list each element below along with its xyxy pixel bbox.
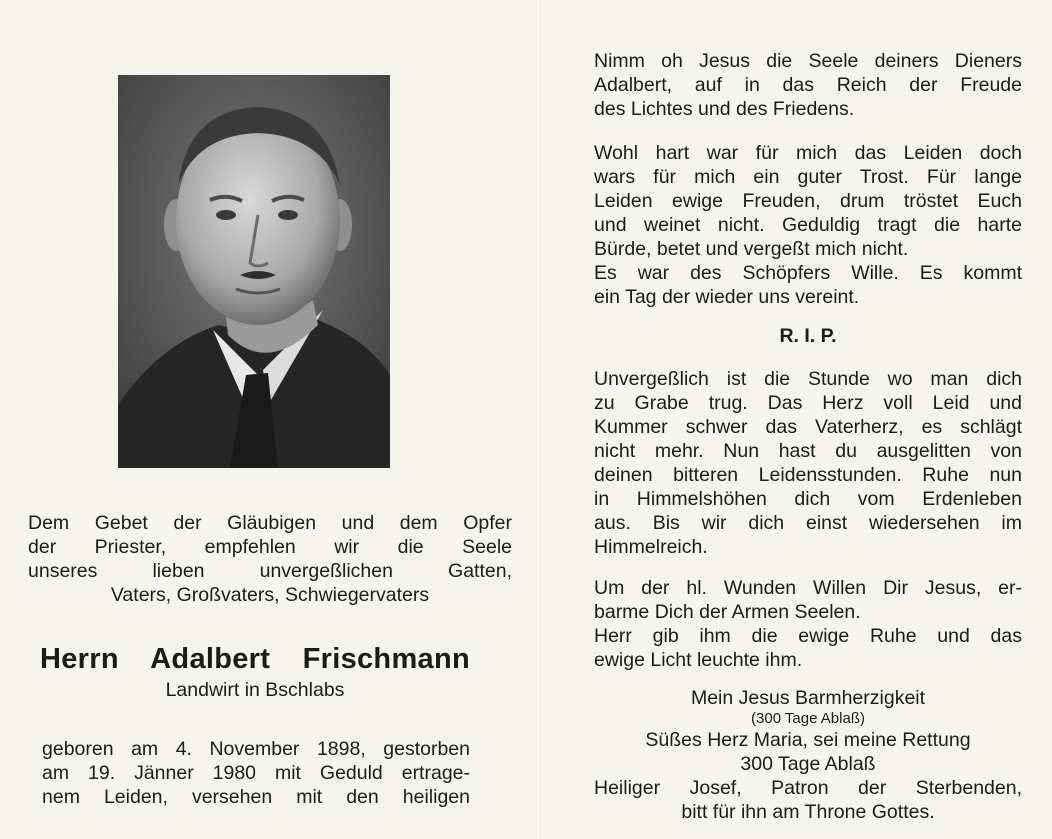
prayer-line: bitt für ihn am Throne Gottes. xyxy=(681,801,935,823)
text-line: Unvergeßlich ist die Stunde wo man dich xyxy=(594,368,1022,390)
text-line: Bürde, betet und vergeßt mich nicht. xyxy=(594,238,909,260)
text-line: wars für mich ein guter Trost. Für lange xyxy=(594,166,1022,188)
text-line: barme Dich der Armen Seelen. xyxy=(594,601,861,623)
prayer-paragraph-3 xyxy=(594,367,1022,559)
text-line: nicht mehr. Nun hast du ausgelitten von xyxy=(594,440,1022,462)
text-line: Kummer schwer das Vaterherz, es schlägt xyxy=(594,416,1022,438)
indulgence-note: 300 Tage Ablaß xyxy=(740,753,876,775)
text-line: Nimm oh Jesus die Seele deiners Dieners xyxy=(594,50,1022,72)
text-line: Wohl hart war für mich das Leiden doch xyxy=(594,142,1022,164)
text-line: Leiden ewige Freuden, drum tröstet Euch xyxy=(594,190,1022,212)
prayer-line: Mein Jesus Barmherzigkeit xyxy=(690,687,926,709)
bio-line: am 19. Jänner 1980 mit Geduld ertrage- xyxy=(42,762,470,784)
bio-line: geboren am 4. November 1898, gestorben xyxy=(42,738,470,760)
dedication-line: Dem Gebet der Gläubigen und dem Opfer xyxy=(28,512,512,534)
indulgence-note: (300 Tage Ablaß) xyxy=(751,710,865,727)
portrait-photo xyxy=(118,75,390,468)
prayer-paragraph-2 xyxy=(594,141,1022,309)
text-line: ein Tag der wieder uns vereint. xyxy=(594,286,860,308)
occupation: Landwirt in Bschlabs xyxy=(165,679,345,701)
portrait-illustration xyxy=(118,75,390,468)
text-line: und weinet nicht. Geduldig tragt die harte xyxy=(594,214,1022,236)
dedication-line: der Priester, empfehlen wir die Seele xyxy=(28,536,512,558)
text-line: Himmelreich. xyxy=(594,536,708,558)
text-line: deinen bitteren Leidensstunden. Ruhe nun xyxy=(594,464,1022,486)
text-line: des Lichtes und des Friedens. xyxy=(594,98,855,120)
prayer-paragraph-4 xyxy=(594,576,1022,672)
prayer-line: Heiliger Josef, Patron der Sterbenden, xyxy=(594,777,1022,799)
rip-heading: R. I. P. xyxy=(779,325,837,347)
dedication-line: unseres lieben unvergeßlichen Gatten, xyxy=(28,560,512,582)
indulgence-prayers xyxy=(594,686,1022,824)
text-line: aus. Bis wir dich einst wiedersehen im xyxy=(594,512,1022,534)
dedication-text xyxy=(28,511,512,607)
prayer-paragraph-1 xyxy=(594,49,1022,121)
text-line: in Himmelshöhen dich vom Erdenleben xyxy=(594,488,1022,510)
text-line: Es war des Schöpfers Wille. Es kommt xyxy=(594,262,1022,284)
text-line: Um der hl. Wunden Willen Dir Jesus, er- xyxy=(594,577,1022,599)
text-line: ewige Licht leuchte ihm. xyxy=(594,649,803,671)
text-line: Adalbert, auf in das Reich der Freude xyxy=(594,74,1022,96)
text-line: Herr gib ihm die ewige Ruhe und das xyxy=(594,625,1022,647)
fold-line xyxy=(540,0,541,839)
deceased-name: Herrn Adalbert Frischmann xyxy=(40,643,470,675)
dedication-line: Vaters, Großvaters, Schwiegervaters xyxy=(110,584,430,606)
bio-line: nem Leiden, versehen mit den heiligen xyxy=(42,786,470,808)
prayer-line: Süßes Herz Maria, sei meine Rettung xyxy=(645,729,971,751)
biography-text xyxy=(42,737,470,809)
text-line: zu Grabe trug. Das Herz voll Leid und xyxy=(594,392,1022,414)
